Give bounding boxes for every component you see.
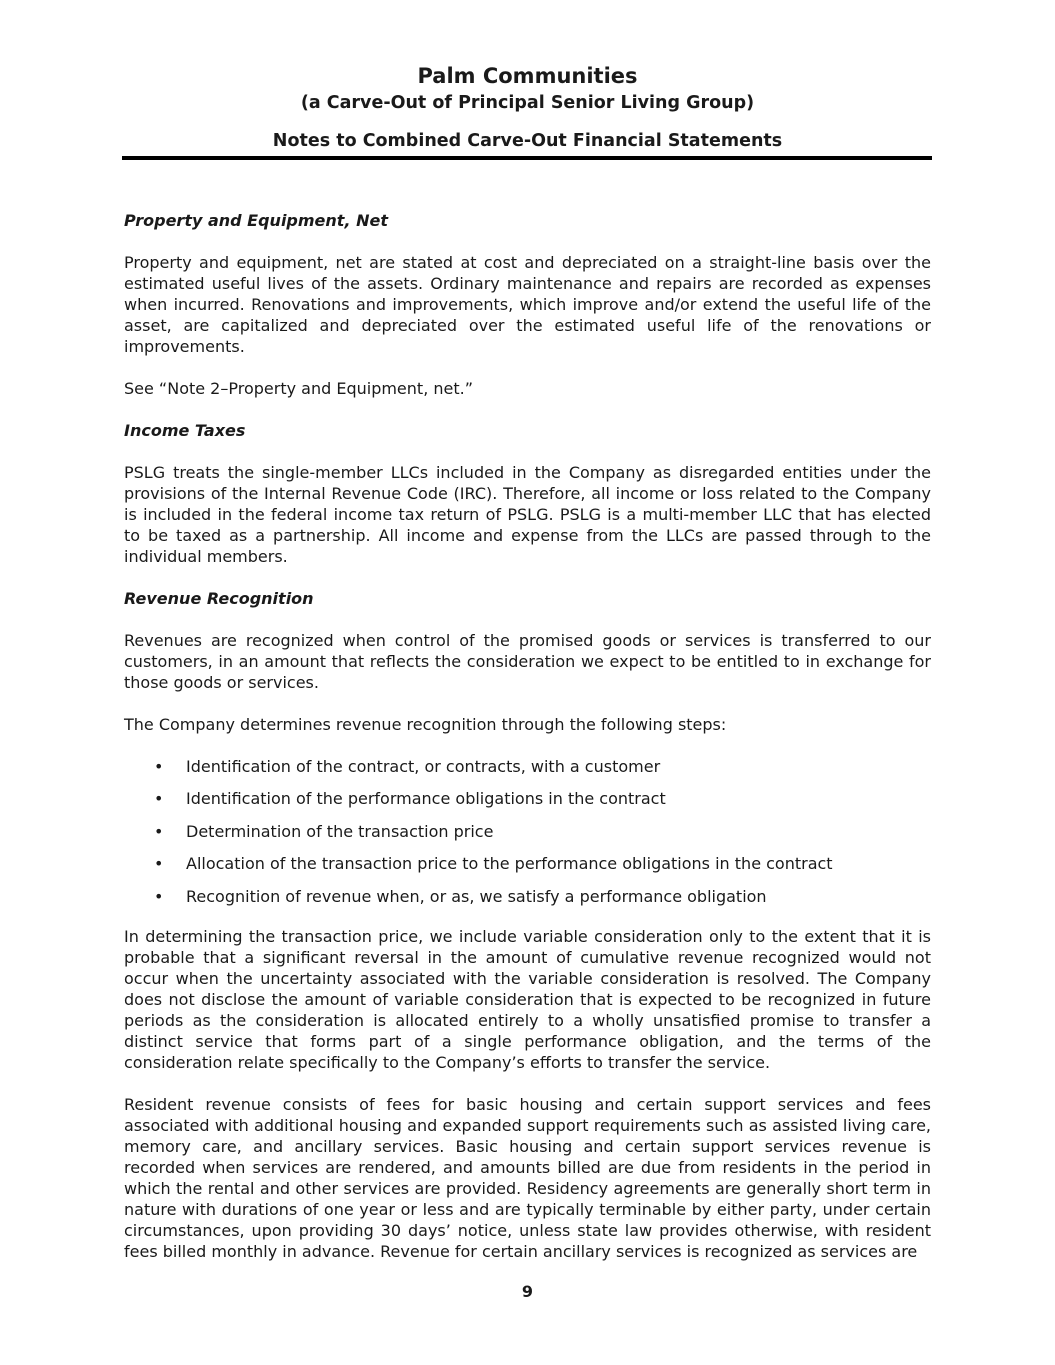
document-body [124, 210, 931, 1283]
list-item-text: Determination of the transaction price [186, 821, 494, 841]
bullet-icon: • [154, 854, 164, 874]
list-item [124, 821, 931, 842]
bullet-icon: • [154, 821, 164, 841]
revenue-heading: Revenue Recognition [124, 589, 314, 608]
list-item-text: Recognition of revenue when, or as, we satisfy a performance obligation [186, 886, 767, 906]
bullet-icon: • [154, 886, 164, 906]
revenue-steps-list [124, 756, 931, 907]
list-item-text: Identification of the performance obligations in the contract [186, 789, 666, 809]
income-taxes-heading: Income Taxes [124, 421, 246, 440]
revenue-paragraph-4: Resident revenue consists of fees for basic housing and certain support services and fees associated with additional housing and expanded support requirements such as assisted living care, memory care, and ancillary services. Basic housing and certain support services revenue is recorded when services are rendered, and amounts billed are due from residents in the period in which the rental and other services are provided. Residency agreements are generally short term in nature with durations of one year or less and are typically terminable by either party, under certain circumstances, upon providing 30 days’ notice, unless state law provides otherwise, with resident fees billed monthly in advance. Revenue for certain ancillary services is recognized as services are [124, 1094, 931, 1261]
page-header [124, 60, 931, 152]
list-item [124, 756, 931, 777]
income-taxes-paragraph: PSLG treats the single-member LLCs included in the Company as disregarded entities under the provisions of the Internal Revenue Code (IRC). Therefore, all income or loss related to the Company is included in the federal income tax return of PSLG. PSLG is a multi-member LLC that has elected to be taxed as a partnership. All income and expense from the LLCs are passed through to the individual members. [124, 463, 931, 566]
list-item [124, 788, 931, 809]
property-paragraph: Property and equipment, net are stated at cost and depreciated on a straight-line basis over the estimated useful lives of the assets. Ordinary maintenance and repairs are recorded as expenses when incurred. Renovations and improvements, which improve and/or extend the useful life of the asset, are capitalized and depreciated over the estimated useful life of the renovations or improvements. [124, 253, 931, 356]
header-rule [122, 156, 932, 160]
property-note-reference: See “Note 2–Property and Equipment, net.” [124, 379, 473, 398]
list-item [124, 886, 931, 907]
list-item [124, 853, 931, 874]
list-item-text: Identification of the contract, or contracts, with a customer [186, 757, 661, 776]
revenue-paragraph-1: Revenues are recognized when control of the promised goods or services is transferred to our customers, in an amount that reflects the consideration we expect to be entitled to in exchange for those goods or services. [124, 631, 931, 692]
company-subtitle: (a Carve-Out of Principal Senior Living Group) [300, 93, 755, 113]
property-heading: Property and Equipment, Net [124, 211, 388, 230]
company-name: Palm Communities [417, 64, 638, 88]
section-title: Notes to Combined Carve-Out Financial Statements [272, 131, 783, 151]
revenue-steps-intro: The Company determines revenue recognition through the following steps: [124, 715, 727, 734]
page-number: 9 [521, 1282, 534, 1301]
list-item-text: Allocation of the transaction price to the performance obligations in the contract [186, 854, 833, 874]
revenue-paragraph-3: In determining the transaction price, we include variable consideration only to the extent that it is probable that a significant reversal in the amount of cumulative revenue recognized would not occur when the uncertainty associated with the variable consideration is resolved. The Company does not disclose the amount of variable consideration that is expected to be recognized in future periods as the consideration is allocated entirely to a wholly unsatisfied promise to transfer a distinct service that forms part of a single performance obligation, and the terms of the consideration relate specifically to the Company’s efforts to transfer the service. [124, 926, 931, 1072]
bullet-icon: • [154, 757, 164, 776]
document-page [124, 0, 931, 1365]
bullet-icon: • [154, 789, 164, 809]
